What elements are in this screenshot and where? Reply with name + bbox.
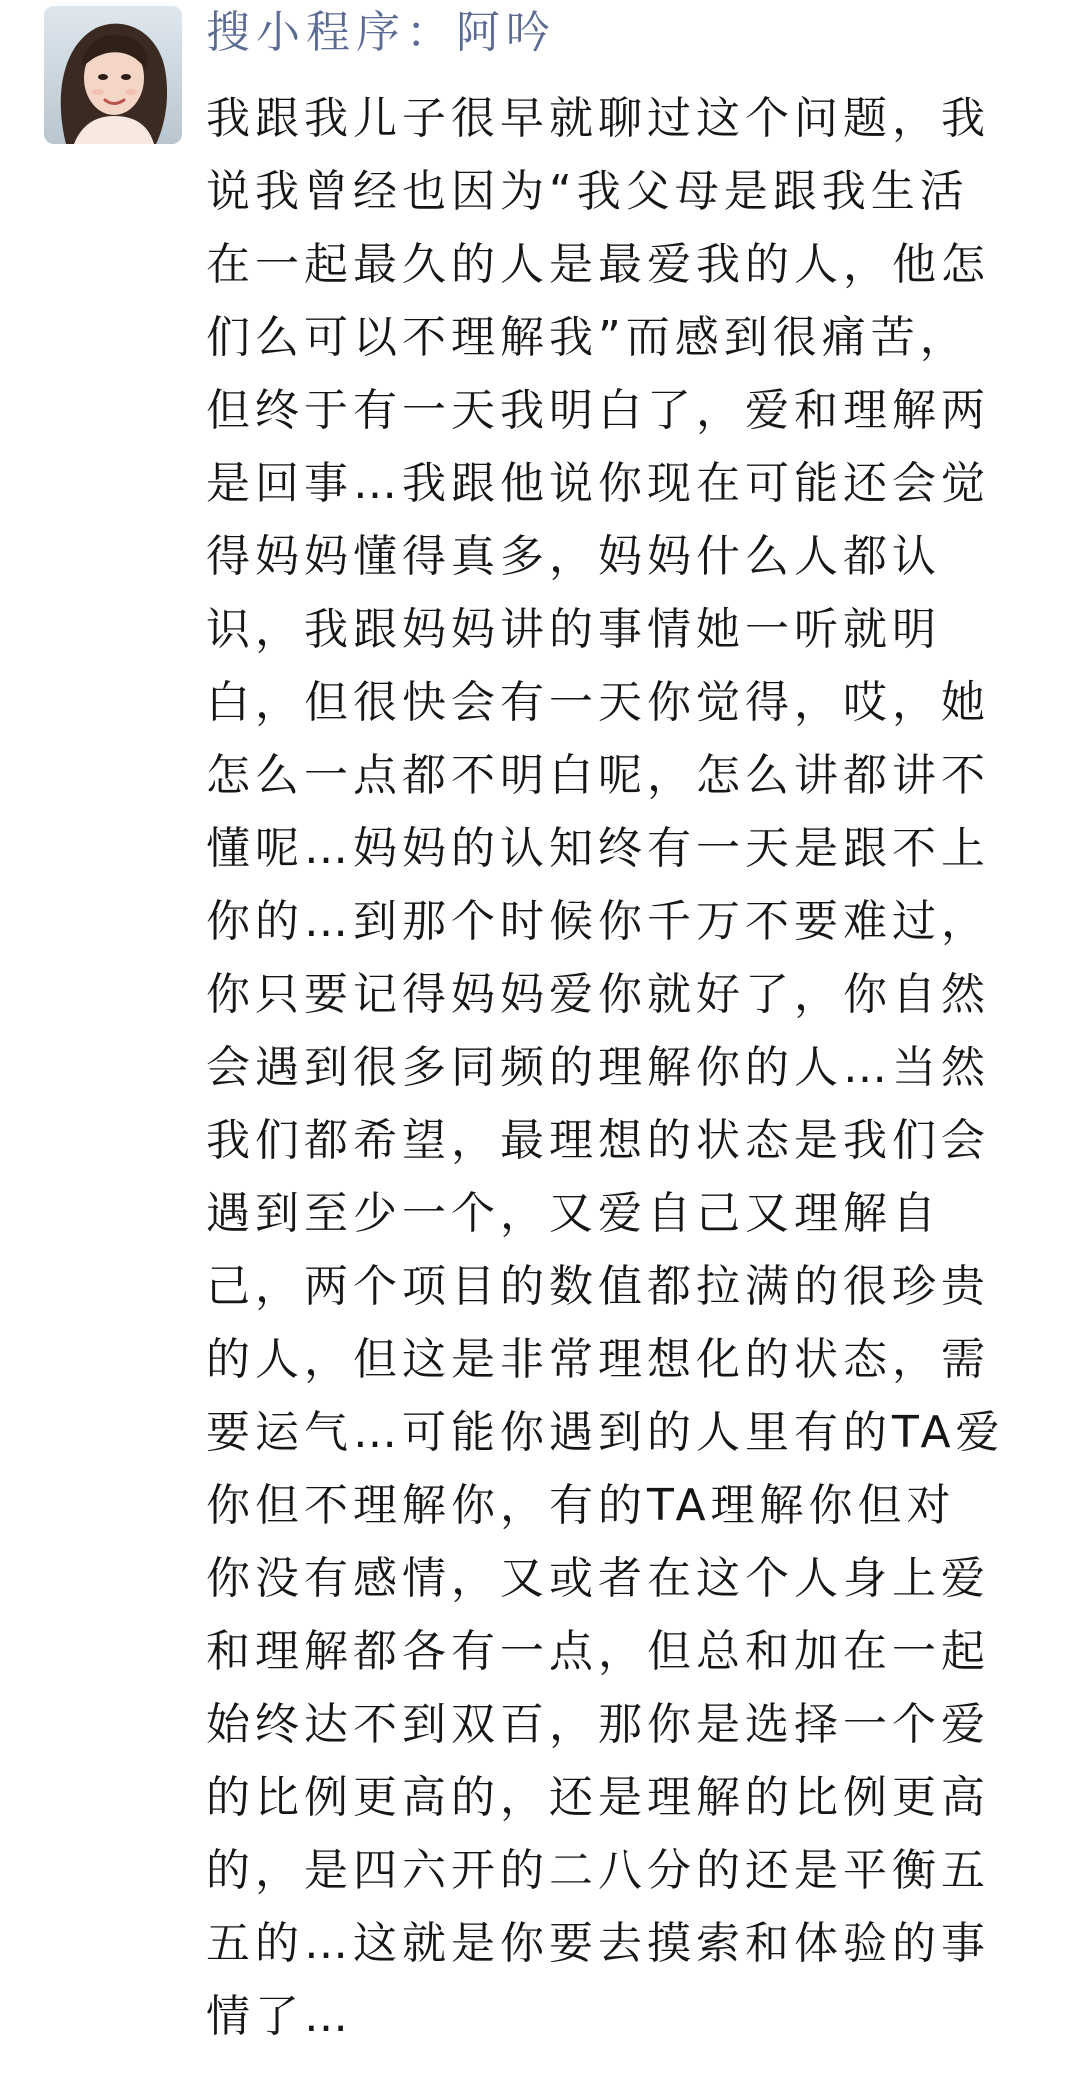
text-line: 己，两个项目的数值都拉满的很珍贵: [206, 1261, 990, 1312]
text-line: 你的…到那个时候你千万不要难过，: [206, 896, 990, 947]
text-line: 的人，但这是非常理想化的状态，需: [206, 1334, 990, 1385]
text-line: 要运气…可能你遇到的人里有的TA爱: [206, 1407, 1005, 1458]
text-line: 在一起最久的人是最爱我的人，他怎: [206, 239, 990, 290]
text-line: 你但不理解你，有的TA理解你但对: [206, 1480, 956, 1531]
text-line: 会遇到很多同频的理解你的人…当然: [206, 1042, 990, 1093]
text-line: 我跟我儿子很早就聊过这个问题，我: [206, 93, 990, 144]
avatar[interactable]: [44, 6, 182, 144]
text-line: 但终于有一天我明白了，爱和理解两: [206, 385, 990, 436]
user-avatar-photo-icon: [44, 6, 182, 144]
text-line: 五的…这就是你要去摸索和体验的事: [206, 1918, 990, 1969]
text-line: 们么可以不理解我”而感到很痛苦，: [206, 312, 969, 363]
text-line: 识，我跟妈妈讲的事情她一听就明: [206, 604, 941, 655]
text-line: 得妈妈懂得真多，妈妈什么人都认: [206, 531, 941, 582]
text-line: 的，是四六开的二八分的还是平衡五: [206, 1845, 990, 1896]
text-line: 说我曾经也因为“我父母是跟我生活: [206, 166, 969, 217]
text-line: 是回事…我跟他说你现在可能还会觉: [206, 458, 990, 509]
text-line: 的比例更高的，还是理解的比例更高: [206, 1772, 990, 1823]
text-line: 遇到至少一个，又爱自己又理解自: [206, 1188, 941, 1239]
text-line: 白，但很快会有一天你觉得，哎，她: [206, 677, 990, 728]
author-name[interactable]: 搜小程序：阿吟: [206, 7, 556, 58]
text-line: 始终达不到双百，那你是选择一个爱: [206, 1699, 990, 1750]
text-line: 情了…: [206, 1991, 353, 2042]
text-line: 和理解都各有一点，但总和加在一起: [206, 1626, 990, 1677]
text-line: 你没有感情，又或者在这个人身上爱: [206, 1553, 990, 1604]
text-line: 怎么一点都不明白呢，怎么讲都讲不: [206, 750, 990, 801]
text-line: 我们都希望，最理想的状态是我们会: [206, 1115, 990, 1166]
text-line: 懂呢…妈妈的认知终有一天是跟不上: [206, 823, 990, 874]
post-content: [206, 82, 1046, 2053]
text-line: 你只要记得妈妈爱你就好了，你自然: [206, 969, 990, 1020]
